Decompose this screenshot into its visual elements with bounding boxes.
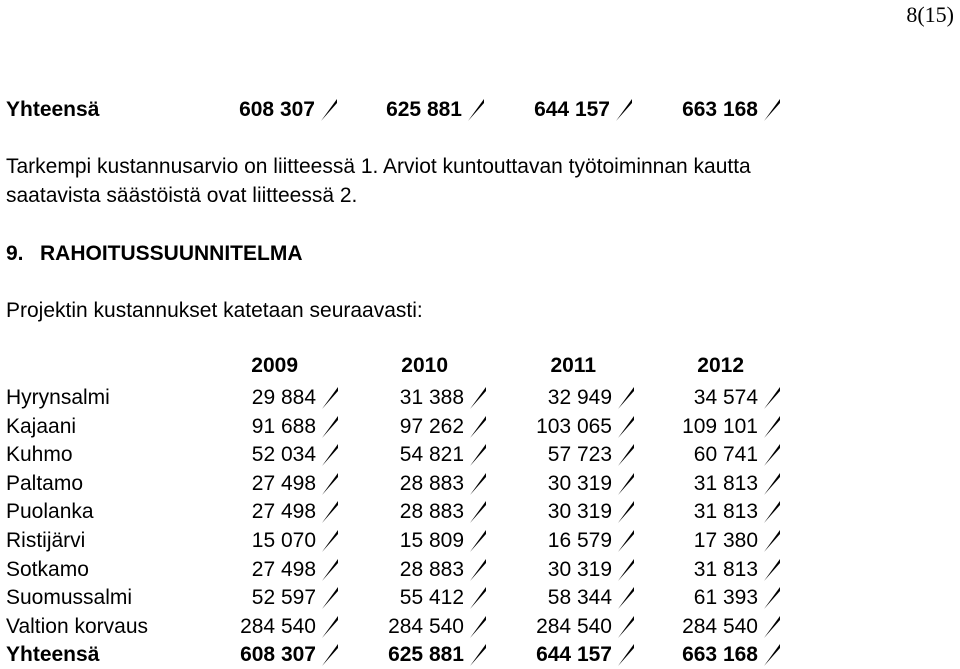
value-cell: 31 813	[694, 556, 780, 584]
page-number: 8(15)	[906, 2, 954, 27]
value-cell: 31 813	[694, 498, 780, 526]
value-cell: 29 884	[252, 384, 338, 412]
euro-icon	[764, 99, 780, 121]
euro-icon	[616, 99, 632, 121]
value-cell: 109 101	[682, 413, 780, 441]
value-cell: 625 881	[388, 641, 486, 669]
euro-icon	[470, 616, 486, 638]
top-total-value: 625 881	[386, 96, 484, 124]
table-row	[0, 556, 960, 584]
value-cell: 27 498	[252, 556, 338, 584]
row-label: Hyrynsalmi	[6, 386, 110, 409]
value-cell: 30 319	[548, 556, 634, 584]
euro-icon	[764, 387, 780, 409]
row-label: Ristijärvi	[6, 529, 86, 552]
value-cell: 52 034	[252, 441, 338, 469]
value-cell: 58 344	[548, 584, 634, 612]
euro-icon	[618, 616, 634, 638]
euro-icon	[764, 616, 780, 638]
value-cell: 28 883	[400, 556, 486, 584]
euro-icon	[618, 387, 634, 409]
euro-icon	[322, 616, 338, 638]
value-cell: 31 388	[400, 384, 486, 412]
value-cell: 644 157	[536, 641, 634, 669]
euro-icon	[470, 416, 486, 438]
table-row	[0, 527, 960, 555]
value-cell: 663 168	[682, 641, 780, 669]
value-cell: 34 574	[694, 384, 780, 412]
euro-icon	[470, 587, 486, 609]
euro-icon	[322, 416, 338, 438]
value-cell: 284 540	[536, 613, 634, 641]
euro-icon	[322, 501, 338, 523]
row-label: Yhteensä	[6, 643, 100, 667]
section-number: 9.	[6, 242, 24, 265]
euro-icon	[470, 501, 486, 523]
euro-icon	[764, 416, 780, 438]
value-cell: 284 540	[682, 613, 780, 641]
euro-icon	[321, 99, 337, 121]
euro-icon	[618, 444, 634, 466]
value-cell: 284 540	[240, 613, 338, 641]
row-label: Paltamo	[6, 471, 84, 495]
value-cell: 27 498	[252, 470, 338, 498]
value-cell: 61 393	[694, 584, 780, 612]
value-cell: 15 070	[252, 527, 338, 555]
euro-icon	[322, 444, 338, 466]
paragraph-line: Tarkempi kustannusarvio on liitteessä 1. Arviot kuntouttavan työtoiminnan kautta	[6, 155, 751, 178]
value-cell: 55 412	[400, 584, 486, 612]
value-cell: 54 821	[400, 441, 486, 469]
table-row	[0, 413, 960, 441]
row-label: Valtion korvaus	[6, 614, 149, 638]
euro-icon	[322, 473, 338, 495]
euro-icon	[764, 444, 780, 466]
value-cell: 27 498	[252, 498, 338, 526]
euro-icon	[470, 559, 486, 581]
euro-icon	[618, 559, 634, 581]
value-cell: 17 380	[694, 527, 780, 555]
euro-icon	[764, 644, 780, 666]
value-cell: 32 949	[548, 384, 634, 412]
year-header: 2009	[251, 354, 298, 377]
table-row	[0, 613, 960, 641]
euro-icon	[322, 644, 338, 666]
top-total-value: 644 157	[534, 96, 632, 124]
euro-icon	[470, 387, 486, 409]
euro-icon	[618, 473, 634, 495]
value-cell: 91 688	[252, 413, 338, 441]
euro-icon	[468, 99, 484, 121]
row-label: Kajaani	[6, 414, 77, 438]
top-total-value: 608 307	[239, 96, 337, 124]
top-total-row	[0, 96, 960, 124]
table-row	[0, 384, 960, 412]
value-cell: 284 540	[388, 613, 486, 641]
value-cell: 52 597	[252, 584, 338, 612]
table-header	[0, 352, 960, 380]
euro-icon	[764, 587, 780, 609]
row-label: Puolanka	[6, 500, 94, 524]
euro-icon	[618, 416, 634, 438]
euro-icon	[470, 473, 486, 495]
euro-icon	[618, 587, 634, 609]
value-cell: 97 262	[400, 413, 486, 441]
value-cell: 28 883	[400, 498, 486, 526]
value-cell: 608 307	[240, 641, 338, 669]
year-header: 2010	[401, 354, 448, 377]
euro-icon	[322, 530, 338, 552]
euro-icon	[618, 644, 634, 666]
euro-icon	[764, 473, 780, 495]
value-cell: 16 579	[548, 527, 634, 555]
euro-icon	[322, 559, 338, 581]
value-cell: 60 741	[694, 441, 780, 469]
value-cell: 31 813	[694, 470, 780, 498]
euro-icon	[764, 530, 780, 552]
value-cell: 15 809	[400, 527, 486, 555]
euro-icon	[322, 387, 338, 409]
euro-icon	[470, 644, 486, 666]
table-total-row	[0, 641, 960, 669]
value-cell: 103 065	[536, 413, 634, 441]
paragraph-line: saatavista säästöistä ovat liitteessä 2.	[6, 184, 358, 207]
euro-icon	[764, 559, 780, 581]
section-title: RAHOITUSSUUNNITELMA	[40, 242, 303, 265]
row-label: Kuhmo	[6, 443, 73, 467]
top-total-value: 663 168	[682, 96, 780, 124]
year-header: 2012	[697, 354, 744, 377]
year-header: 2011	[550, 354, 596, 377]
euro-icon	[618, 501, 634, 523]
euro-icon	[470, 530, 486, 552]
row-label: Sotkamo	[6, 557, 89, 581]
value-cell: 30 319	[548, 470, 634, 498]
section-heading	[0, 240, 960, 268]
table-row	[0, 470, 960, 498]
euro-icon	[618, 530, 634, 552]
value-cell: 28 883	[400, 470, 486, 498]
euro-icon	[322, 587, 338, 609]
intro-text: Projektin kustannukset katetaan seuraavasti:	[6, 299, 423, 322]
table-row	[0, 498, 960, 526]
euro-icon	[764, 501, 780, 523]
table-row	[0, 441, 960, 469]
euro-icon	[470, 444, 486, 466]
value-cell: 57 723	[548, 441, 634, 469]
row-label: Suomussalmi	[6, 586, 133, 610]
value-cell: 30 319	[548, 498, 634, 526]
table-row	[0, 584, 960, 612]
top-total-label: Yhteensä	[6, 98, 100, 121]
